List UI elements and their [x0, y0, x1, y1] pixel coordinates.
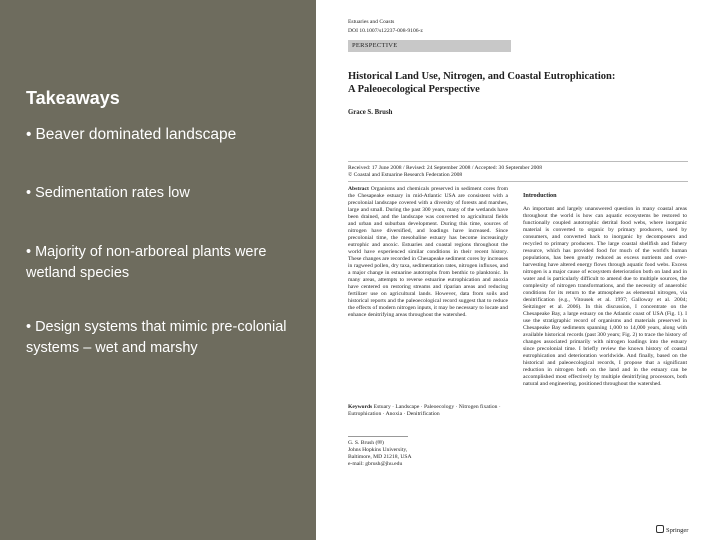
paper-title-line: Historical Land Use, Nitrogen, and Coastal Eutrophication: — [348, 71, 616, 82]
keywords-text: Estuary · Landscape · Paleoecology · Nitrogen fixation · Eutrophication · Anoxia · Denitrification — [348, 404, 501, 417]
springer-logo-icon — [656, 525, 664, 533]
divider — [348, 181, 688, 182]
bullet-text: Design systems that mimic pre-colonial systems – wet and marshy — [26, 319, 287, 356]
takeaways-panel — [0, 0, 316, 540]
section-banner — [348, 40, 511, 52]
received-dates: Received: 17 June 2008 / Revised: 24 September 2008 / Accepted: 30 September 2008 — [348, 165, 543, 171]
author: Grace S. Brush — [348, 109, 393, 116]
publisher — [656, 525, 688, 534]
doi: DOI 10.1007/s12237-008-9106-z — [348, 28, 423, 34]
bullet-item: • Majority of non-arboreal plants were wetland species — [26, 244, 267, 281]
bullet-item: • Design systems that mimic pre-colonial systems – wet and marshy — [26, 319, 287, 356]
paper-title — [348, 70, 688, 96]
keywords — [348, 404, 508, 418]
paper-image — [316, 0, 720, 540]
divider — [348, 161, 688, 162]
copyright: © Coastal and Estuarine Research Federation 2008 — [348, 172, 463, 178]
affiliation-line: e-mail: gbrush@jhu.edu — [348, 461, 403, 467]
affiliation — [348, 440, 468, 468]
section-label: PERSPECTIVE — [352, 42, 398, 49]
bullet-item: • Sedimentation rates low — [26, 185, 190, 201]
abstract — [348, 186, 508, 319]
divider — [348, 436, 408, 437]
journal-name: Estuaries and Coasts — [348, 19, 395, 25]
bullet-text: Sedimentation rates low — [35, 185, 190, 201]
keywords-label: Keywords — [348, 404, 373, 410]
affiliation-line: G. S. Brush (✉) — [348, 440, 384, 446]
introduction-heading: Introduction — [523, 192, 557, 199]
bullet-item: • Beaver dominated landscape — [26, 126, 237, 143]
publisher-name: Springer — [666, 527, 689, 534]
paper-title-line: A Paleoecological Perspective — [348, 84, 480, 95]
abstract-text: Organisms and chemicals preserved in sediment cores from the Chesapeake estuary in mid-Atlantic USA are consistent with a precolonial landscape covered with a diversity of forests and marshes, large and small. During the past 300 years, many of the wetlands have been drained, and the landscape was converted to agricultural fields and urban and suburban development. During this time, sources of nitrogen have diversified, and loadings have increased. Since precolonial time, the mesohaline estuary has become increasingly eutrophic and anoxic. Estuaries and coastal regions throughout the world have experienced similar conditions in their recent history. These changes are recorded in Chesapeake sediment cores by increases in ragweed pollen, dry taxa, sedimentation rates, nitrogen influxes, and a major change in estuarine autotrophs from benthic to planktonic. In many areas, attempts to reverse estuarine eutrophication and anoxia have centered on restoring streams and riparian areas and reducing fertilizer use on agricultural lands. However, data from soils and historical reports and the paleoecological record suggest that to reduce the effects of modern nitrogen inputs, it may be necessary to locate and enhance denitrifying areas throughout the watershed. — [348, 186, 508, 318]
abstract-label: Abstract — [348, 186, 369, 192]
introduction-text: An important and largely unanswered question in many coastal areas throughout the world is how can aquatic ecosystems be restored to functionally coupled autotrophic detrital food webs, where inorganic material is converted to organic by primary producers, used by consumers, and converted back to inorganic by decomposers and recycled to primary producers. The large coastal shellfish and fishery resource, which has provided food for much of the world's human populations, has been greatly reduced as excess nutrients and over-harvesting have altered energy flows through aquatic food webs. Excess nitrogen is a major cause of ecosystem deterioration both on land and in water and is particularly difficult to amend due to multiple sources, the complexity of nitrogen transformations, and the necessity of anaerobic conditions for its return to the atmosphere as elemental nitrogen, via denitrification (e.g., Vitousek et al. 1997; Galloway et al. 2004; Seitzinger et al. 2006). In this discussion, I concentrate on the Chesapeake Bay, a large estuary on the Atlantic coast of USA (Fig. 1). I use the stratigraphic record of organisms and materials preserved in Chesapeake Bay sediments spanning 1,000 to 14,000 years, along with available historical records (past 300 years; Fig. 2) to trace the history of changes associated primarily with nitrogen loadings into the estuary since precolonial time. I briefly review the known history of coastal eutrophication and deterioration worldwide. And finally, based on the historical and paleoecological records, I propose that a significant reduction in nitrogen both on the land and in the estuary can be accomplished most effectively by multiple denitrifying processors, both natural and engineering, positioned throughout the watershed. — [523, 206, 687, 387]
bullet-text: Beaver dominated landscape — [35, 126, 237, 143]
takeaways-title: Takeaways — [26, 88, 120, 108]
affiliation-line: Johns Hopkins University, — [348, 447, 408, 453]
affiliation-line: Baltimore, MD 21218, USA — [348, 454, 412, 460]
bullet-text: Majority of non-arboreal plants were wetland species — [26, 244, 267, 281]
